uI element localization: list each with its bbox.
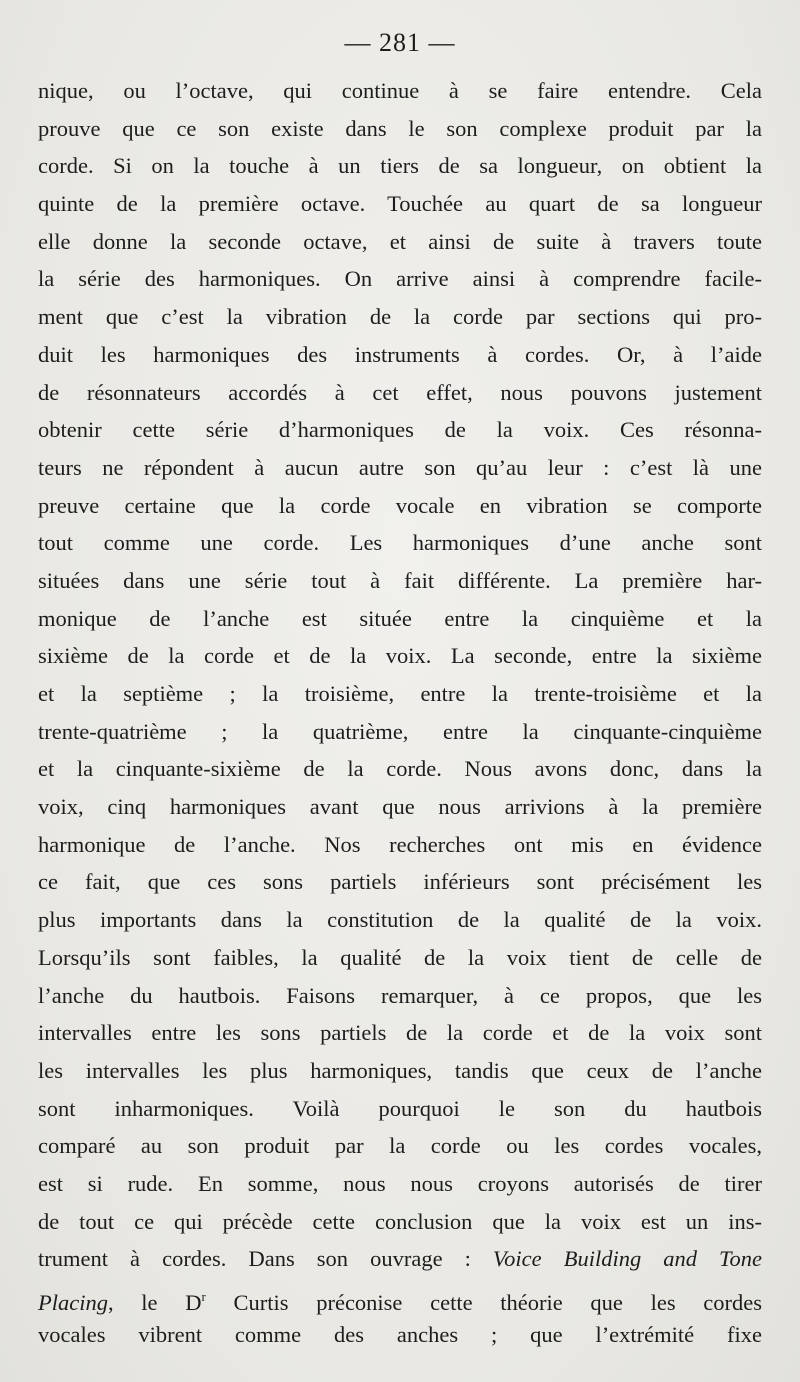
- text-line: elle donne la seconde octave, et ainsi de suite à travers toute: [38, 228, 762, 254]
- page-number: — 281 —: [344, 28, 456, 57]
- text-line: duit les harmoniques des instruments à cordes. Or, à l’aide: [38, 341, 762, 367]
- text-line: preuve certaine que la corde vocale en vibration se comporte: [38, 492, 762, 518]
- text-line: quinte de la première octave. Touchée au quart de sa longueur: [38, 191, 762, 217]
- text-line: sixième de la corde et de la voix. La seconde, entre la sixième: [38, 643, 762, 669]
- text-line: harmonique de l’anche. Nos recherches ont mis en évidence: [38, 831, 762, 857]
- text-line: Lorsqu’ils sont faibles, la qualité de la voix tient de celle de: [38, 944, 762, 970]
- line-segment: Curtis préconise cette théorie que les cordes: [205, 1290, 762, 1315]
- text-line: nique, ou l’octave, qui continue à se faire entendre. Cela: [38, 78, 762, 103]
- book-title-italic: Placing: [38, 1290, 108, 1315]
- text-line: et la cinquante-sixième de la corde. Nous avons donc, dans la: [38, 756, 762, 782]
- book-title-italic: Voice Building and Tone: [492, 1246, 762, 1272]
- text-line: voix, cinq harmoniques avant que nous arrivions à la première: [38, 794, 762, 820]
- text-line: ment que c’est la vibration de la corde par sections qui pro-: [38, 304, 762, 330]
- line-segment: , le D: [107, 1290, 202, 1315]
- text-line: prouve que ce son existe dans le son complexe produit par la: [38, 115, 762, 141]
- text-line: sont inharmoniques. Voilà pourquoi le son du hautbois: [38, 1095, 762, 1121]
- text-line: comparé au son produit par la corde ou les cordes vocales,: [38, 1133, 762, 1159]
- text-line: est si rude. En somme, nous nous croyons autorisés de tirer: [38, 1170, 762, 1196]
- text-line: trente-quatrième ; la quatrième, entre la cinquante-cinquième: [38, 718, 762, 744]
- text-line: situées dans une série tout à fait différente. La première har-: [38, 567, 762, 593]
- text-line: la série des harmoniques. On arrive ainsi à comprendre facile-: [38, 266, 762, 292]
- text-line: ce fait, que ces sons partiels inférieurs sont précisément les: [38, 869, 762, 895]
- text-line: tout comme une corde. Les harmoniques d’une anche sont: [38, 530, 762, 556]
- text-line: et la septième ; la troisième, entre la trente-troisième et la: [38, 681, 762, 706]
- text-line-with-title: [38, 1278, 762, 1316]
- line-segment: trument à cordes. Dans son ouvrage :: [38, 1246, 493, 1272]
- superscript: r: [201, 1289, 206, 1304]
- text-line: obtenir cette série d’harmoniques de la voix. Ces résonna-: [38, 417, 762, 443]
- text-line: intervalles entre les sons partiels de la corde et de la voix sont: [38, 1020, 762, 1046]
- text-line: de résonnateurs accordés à cet effet, nous pouvons justement: [38, 379, 762, 405]
- text-line: vocales vibrent comme des anches ; que l’extrémité fixe: [38, 1321, 762, 1347]
- text-line: teurs ne répondent à aucun autre son qu’au leur : c’est là une: [38, 454, 762, 480]
- text-line: de tout ce qui précède cette conclusion que la voix est un ins-: [38, 1208, 762, 1234]
- text-line: l’anche du hautbois. Faisons remarquer, à ce propos, que les: [38, 982, 762, 1008]
- body-text: [38, 72, 762, 1353]
- text-line: plus importants dans la constitution de la qualité de la voix.: [38, 907, 762, 933]
- text-line-with-title: [38, 1240, 762, 1278]
- text-line: corde. Si on la touche à un tiers de sa longueur, on obtient la: [38, 153, 762, 179]
- text-line: les intervalles les plus harmoniques, tandis que ceux de l’anche: [38, 1057, 762, 1083]
- text-line: monique de l’anche est située entre la cinquième et la: [38, 605, 762, 631]
